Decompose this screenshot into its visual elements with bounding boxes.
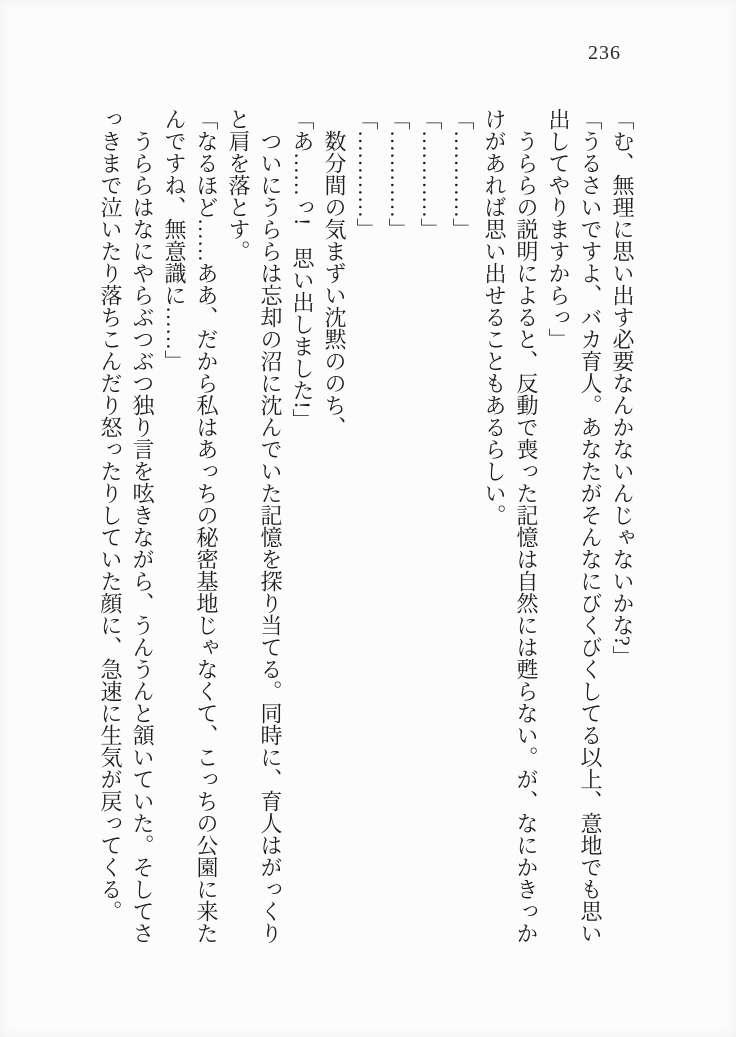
paragraph-3: うららの説明によると、反動で喪った記憶は自然には甦らない。が、なにかきっかけがあれば思い出せることもあるらしい。 <box>482 108 539 944</box>
paragraph-5: 「…………」 <box>418 108 443 240</box>
paragraph-7: 「…………」 <box>354 108 379 240</box>
paragraph-8: 数分間の気まずい沈黙ののち、 <box>322 130 347 438</box>
paragraph-4: 「…………」 <box>450 108 475 240</box>
page-number: 236 <box>588 42 621 64</box>
vertical-text-block <box>94 108 638 944</box>
paragraph-11: 「なるほど……ああ、だから私はあっちの秘密基地じゃなくて、こっちの公園に来たんですね、無意識に……」 <box>162 108 219 944</box>
paragraph-9: 「あ……っ! 思い出しました!」 <box>290 108 315 431</box>
paragraph-6: 「…………」 <box>386 108 411 240</box>
paragraph-12: うららはなにやらぶつぶつ独り言を呟きながら、うんうんと頷いていた。そしてさっきまで泣いたり落ちこんだり怒ったりしていた顔に、急速に生気が戻ってくる。 <box>98 108 155 944</box>
paragraph-1: 「む、無理に思い出す必要なんかないんじゃないかな?」 <box>610 108 635 668</box>
paragraph-10: ついにうららは忘却の沼に沈んでいた記憶を探り当てる。同時に、育人はがっくりと肩を落とす。 <box>226 108 283 944</box>
paragraph-2: 「うるさいですよ、バカ育人。あなたがそんなにびくびくしてる以上、意地でも思い出してやりますからっ」 <box>546 108 603 944</box>
